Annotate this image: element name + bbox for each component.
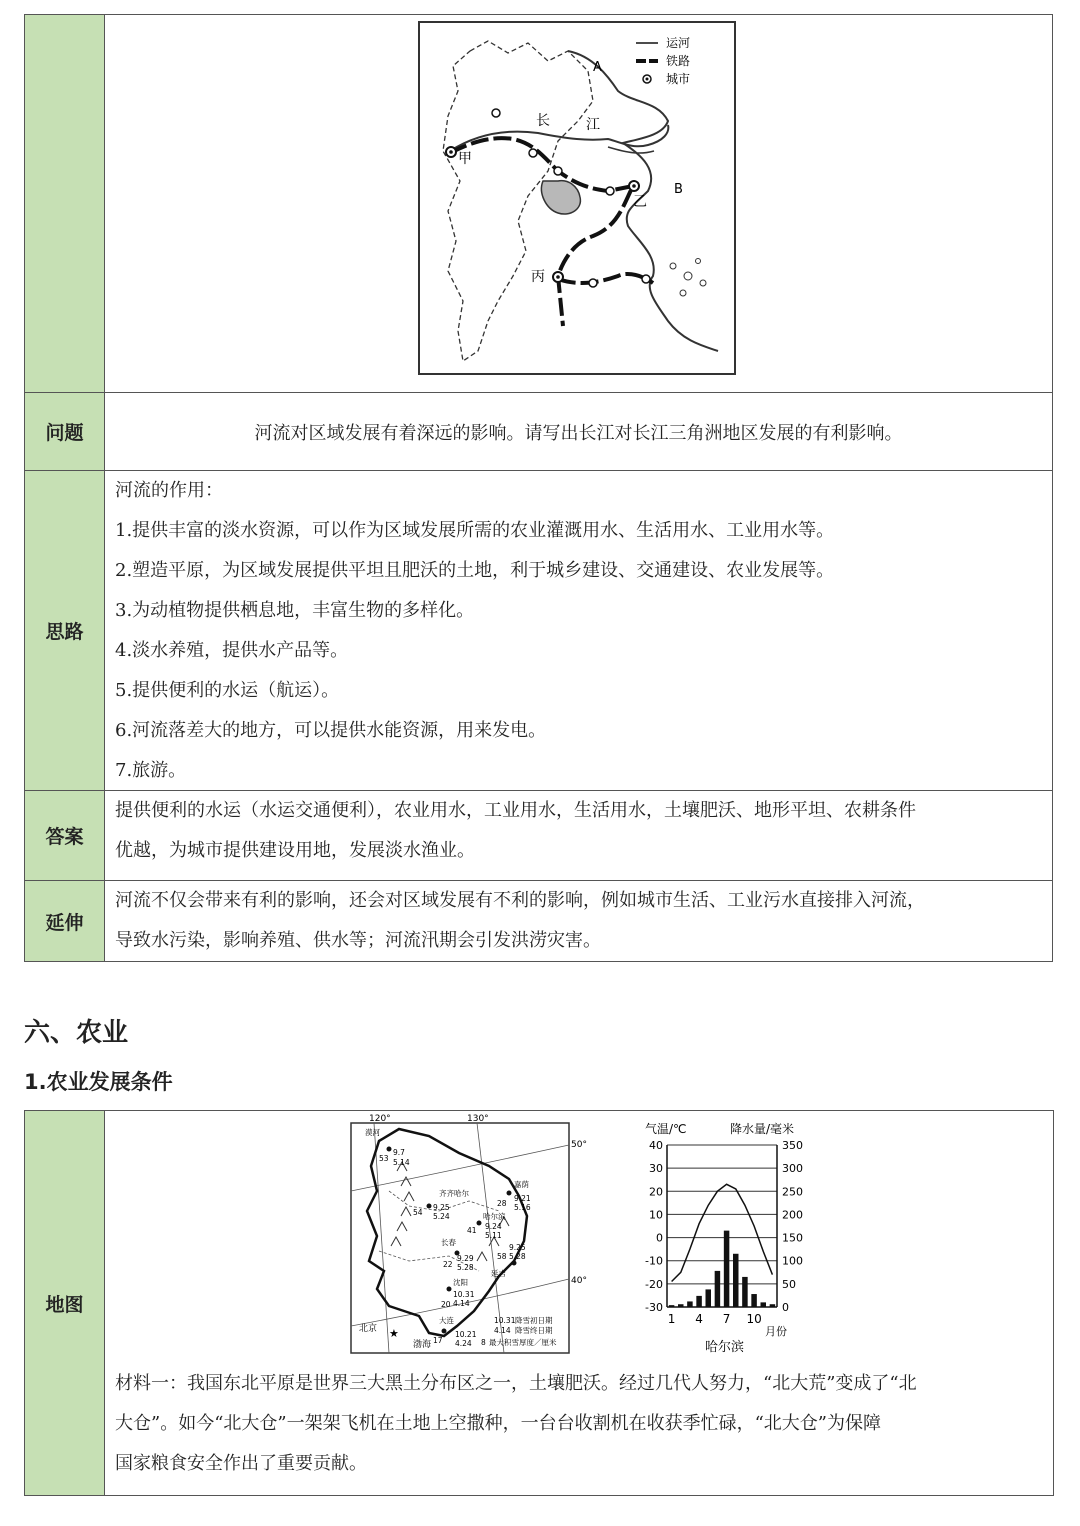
city-date: 5.28: [509, 1252, 526, 1261]
legend-city: 城市: [666, 72, 691, 86]
river-table: [24, 14, 1053, 962]
city-days: 53: [379, 1154, 389, 1163]
idea-line: 河流的作用：: [115, 480, 223, 501]
city-days: 41: [467, 1226, 477, 1235]
precip-tick-label: 100: [782, 1254, 803, 1268]
precip-bar: [696, 1296, 702, 1307]
temp-tick-label: -30: [645, 1301, 663, 1314]
material-line: 国家粮食安全作出了重要贡献。: [115, 1453, 367, 1474]
city-name: 沈阳: [453, 1278, 468, 1287]
precip-bar: [724, 1231, 730, 1307]
bohai-label: 渤海: [413, 1340, 432, 1350]
city-date: 9.29: [457, 1254, 474, 1263]
beijing-star: ★: [389, 1327, 399, 1340]
answer-cell: [105, 791, 1052, 880]
city-days: 17: [433, 1336, 443, 1345]
northeast-china-map: [349, 1111, 585, 1355]
extend-row: [25, 880, 1052, 961]
label-b: B: [674, 182, 683, 197]
map-row-label: [25, 15, 105, 392]
temp-tick-label: -10: [645, 1254, 663, 1268]
precip-tick-label: 0: [782, 1301, 789, 1314]
extend-line: 河流不仅会带来有利的影响，还会对区域发展有不利的影响，例如城市生活、工业污水直接排入河流，: [115, 890, 925, 911]
answer-line: 优越，为城市提供建设用地，发展淡水渔业。: [115, 840, 475, 861]
extend-label: 延伸: [25, 881, 105, 961]
precip-tick-label: 250: [782, 1185, 803, 1199]
idea-line: 7.旅游。: [115, 760, 187, 781]
precip-bar: [678, 1304, 684, 1307]
temp-tick-label: 10: [649, 1208, 663, 1222]
temp-tick-label: 30: [649, 1162, 663, 1176]
extend-line: 导致水污染，影响养殖、供水等；河流汛期会引发洪涝灾害。: [115, 930, 601, 951]
city-date: 9.24: [485, 1222, 502, 1231]
month-tick-label: 10: [746, 1312, 762, 1326]
temp-tick-label: 20: [649, 1185, 663, 1199]
idea-line: 4.淡水养殖，提供水产品等。: [115, 640, 349, 661]
city-date: 9.7: [393, 1148, 405, 1157]
label-jia: 甲: [458, 151, 472, 167]
city-date: 5.11: [485, 1231, 502, 1240]
precip-bar: [751, 1294, 757, 1307]
city-name: 大连: [439, 1316, 454, 1325]
map-row-2: [25, 1111, 1053, 1495]
month-tick-label: 7: [722, 1312, 731, 1326]
precip-bar: [733, 1254, 739, 1307]
city-date: 5.28: [457, 1263, 474, 1272]
precip-bar: [715, 1271, 721, 1307]
city-date: 10.31: [453, 1290, 475, 1299]
city-name: 齐齐哈尔: [439, 1189, 469, 1198]
city-date: 5.14: [393, 1158, 410, 1167]
city-name: 嘉荫: [514, 1180, 529, 1189]
question-text: 河流对区域发展有着深远的影响。请写出长江对长江三角洲地区发展的有利影响。: [254, 422, 903, 444]
question-label: 问题: [25, 393, 105, 470]
city-date: 5.16: [514, 1203, 531, 1212]
precip-bar: [706, 1289, 712, 1307]
precip-tick-label: 200: [782, 1208, 803, 1222]
idea-line: 2.塑造平原，为区域发展提供平坦且肥沃的土地，利于城乡建设、交通建设、农业发展等。: [115, 560, 835, 581]
label-a: A: [593, 60, 602, 75]
label-yi: 乙: [633, 194, 647, 210]
city-date: 5.24: [433, 1212, 450, 1221]
answer-label: 答案: [25, 791, 105, 880]
city-date: 10.21: [455, 1330, 477, 1339]
answer-row: [25, 790, 1052, 880]
temp-axis-label: 气温/℃: [645, 1122, 687, 1136]
extend-cell: [105, 881, 1052, 961]
label-jiang: 江: [586, 117, 600, 133]
idea-label: 思路: [25, 471, 105, 790]
agriculture-table: [24, 1110, 1054, 1496]
city-title: 哈尔滨: [705, 1340, 745, 1355]
month-unit: 月份: [765, 1325, 787, 1338]
map-cell: [105, 15, 1052, 392]
idea-cell: [105, 471, 1052, 790]
section-title: 六、农业: [24, 1018, 129, 1048]
city-name: 漠河: [365, 1128, 380, 1137]
idea-line: 3.为动植物提供栖息地，丰富生物的多样化。: [115, 600, 475, 621]
city-name: 长春: [441, 1238, 456, 1247]
city-name: 哈尔滨: [483, 1212, 506, 1221]
city-name: 延吉: [491, 1269, 506, 1278]
question-cell: [105, 393, 1052, 470]
precip-bar: [770, 1304, 776, 1307]
lon-130: 130°: [467, 1114, 489, 1124]
month-tick-label: 1: [667, 1312, 676, 1326]
subsection-title: 1.农业发展条件: [24, 1070, 173, 1094]
legend-depth: 最大积雪厚度／厘米: [489, 1338, 557, 1347]
answer-line: 提供便利的水运（水运交通便利），农业用水，工业用水，生活用水，土壤肥沃、地形平坦、农耕条件: [115, 800, 916, 821]
material-line: 材料一：我国东北平原是世界三大黑土分布区之一，土壤肥沃。经过几代人努力，“北大荒”变成了“北: [115, 1373, 917, 1394]
precip-tick-label: 150: [782, 1231, 803, 1245]
city-days: 58: [497, 1252, 507, 1261]
temp-tick-label: 0: [656, 1231, 663, 1245]
idea-row: [25, 470, 1052, 790]
label-chang: 长: [536, 113, 550, 129]
map-content-cell: [105, 1111, 1053, 1495]
city-date: 4.24: [455, 1339, 472, 1348]
city-days: 22: [443, 1260, 453, 1269]
precip-tick-label: 50: [782, 1277, 796, 1291]
harbin-climate-chart: [625, 1119, 825, 1355]
idea-line: 1.提供丰富的淡水资源，可以作为区域发展所需的农业灌溉用水、生活用水、工业用水等。: [115, 520, 835, 541]
legend-canal: 运河: [666, 36, 691, 50]
legend-railway: 铁路: [666, 54, 691, 68]
precip-bar: [742, 1277, 748, 1307]
map-label: 地图: [25, 1111, 105, 1495]
label-bing: 丙: [531, 269, 545, 285]
idea-line: 6.河流落差大的地方，可以提供水能资源，用来发电。: [115, 720, 547, 741]
temp-tick-label: -20: [645, 1277, 663, 1291]
question-row: [25, 392, 1052, 470]
yangtze-delta-map: [418, 21, 736, 377]
lat-40: 40°: [571, 1276, 587, 1286]
temp-tick-label: 40: [649, 1139, 663, 1152]
precip-tick-label: 300: [782, 1162, 803, 1176]
precip-tick-label: 350: [782, 1139, 803, 1152]
city-days: 28: [497, 1199, 507, 1208]
idea-line: 5.提供便利的水运（航运）。: [115, 680, 340, 701]
city-days: 20: [441, 1300, 451, 1309]
legend-value: 10.31: [494, 1316, 516, 1325]
precip-bar: [669, 1305, 675, 1307]
month-tick-label: 4: [695, 1312, 703, 1326]
material-line: 大仓”。如今“北大仓”一架架飞机在土地上空撒种，一台台收割机在收获季忙碌，“北大仓”为保障: [115, 1413, 882, 1434]
precip-bar: [687, 1301, 693, 1307]
map-row: [25, 15, 1052, 392]
legend-first-snow: 降雪初日期: [515, 1316, 553, 1325]
lon-120: 120°: [369, 1114, 391, 1124]
legend-value: 4.14: [494, 1326, 511, 1335]
city-date: 9.25: [509, 1243, 526, 1252]
city-days: 54: [413, 1208, 423, 1217]
material-text: [115, 1364, 917, 1484]
city-date: 9.25: [433, 1203, 450, 1212]
temperature-line: [672, 1184, 773, 1281]
precip-axis-label: 降水量/毫米: [730, 1122, 795, 1136]
precip-bar: [761, 1302, 767, 1307]
city-date: 4.14: [453, 1299, 470, 1308]
legend-last-snow: 降雪终日期: [515, 1326, 553, 1335]
lat-50: 50°: [571, 1140, 587, 1150]
legend-value: 8: [481, 1338, 486, 1347]
beijing-label: 北京: [359, 1324, 378, 1334]
city-date: 9.21: [514, 1194, 531, 1203]
